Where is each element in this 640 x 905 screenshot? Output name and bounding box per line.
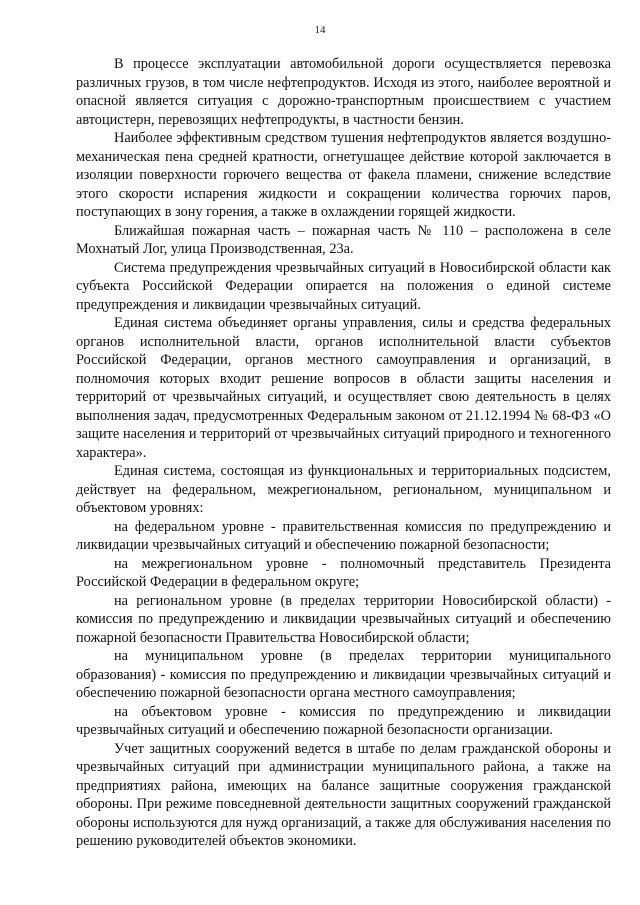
- paragraph-transport-risk: В процессе эксплуатации автомобильной дороги осуществляется перевозка различных грузов, в том числе нефтепродуктов. Исходя из этого, наиболее вероятной и опасной является ситуация с дорожно-транспортным происшествием с участием автоцистерн, перевозящих нефтепродукты, в частности бензин.: [76, 56, 611, 128]
- paragraph-subsystems: Единая система, состоящая из функциональных и территориальных подсистем, действует на федеральном, межрегиональном, региональном, муниципальном и объектовом уровнях:: [76, 463, 611, 516]
- paragraph-warning-system: Система предупреждения чрезвычайных ситуаций в Новосибирской области как субъекта Российской Федерации опирается на положения о единой системе предупреждения и ликвидации чрезвычайных ситуаций.: [76, 259, 611, 313]
- paragraph-regional-level: на региональном уровне (в пределах территории Новосибирской области) - комиссия по предупреждению и ликвидации чрезвычайных ситуаций и обеспечению пожарной безопасности Правительства Новосибирской области;: [76, 592, 611, 646]
- paragraph-federal-level: на федеральном уровне - правительственная комиссия по предупреждению и ликвидации чрезвычайных ситуаций и обеспечению пожарной безопасности;: [76, 518, 611, 553]
- page-number: 14: [314, 24, 326, 36]
- paragraph-fire-station: Ближайшая пожарная часть – пожарная часть № 110 – расположена в селе Мохнатый Лог, улица Производственная, 23а.: [76, 222, 611, 257]
- paragraph-interregional-level: на межрегиональном уровне - полномочный представитель Президента Российской Федерации в федеральном округе;: [76, 555, 611, 590]
- paragraph-object-level: на объектовом уровне - комиссия по предупреждению и ликвидации чрезвычайных ситуаций и обеспечению пожарной безопасности организации.: [76, 703, 611, 738]
- paragraph-unified-system: Единая система объединяет органы управления, силы и средства федеральных органов исполнительной власти, органов исполнительной власти субъектов Российской Федерации, органов местного самоуправления и организаций, в полномочия которых входит решение вопросов в области защиты населения и территорий от чрезвычайных ситуаций, и осуществляет свою деятельность в целях выполнения задач, предусмотренных Федеральным законом от 21.12.1994 № 68-ФЗ «О защите населения и территорий от чрезвычайных ситуаций природного и техногенного характера».: [76, 315, 611, 461]
- paragraph-protective-structures: Учет защитных сооружений ведется в штабе по делам гражданской обороны и чрезвычайных ситуаций при администрации муниципального района, а также на предприятиях района, имеющих на балансе защитные сооружения гражданской обороны. При режиме повседневной деятельности защитных сооружений гражданской обороны используются для нужд организаций, а также для обслуживания населения по решению руководителей объектов экономики.: [76, 740, 611, 849]
- paragraph-foam-extinguishing: Наиболее эффективным средством тушения нефтепродуктов является воздушно-механическая пена средней кратности, огнетушащее действие которой заключается в изоляции поверхности горючего вещества от факела пламени, снижение вследствие этого скорости испарения жидкости и сокращении количества горючих паров, поступающих в зону горения, а также в охлаждении горящей жидкости.: [76, 130, 611, 220]
- paragraph-municipal-level: на муниципальном уровне (в пределах территории муниципального образования) - комиссия по предупреждению и ликвидации чрезвычайных ситуаций и обеспечению пожарной безопасности органа местного самоуправления;: [76, 648, 611, 701]
- document-body: [76, 55, 611, 851]
